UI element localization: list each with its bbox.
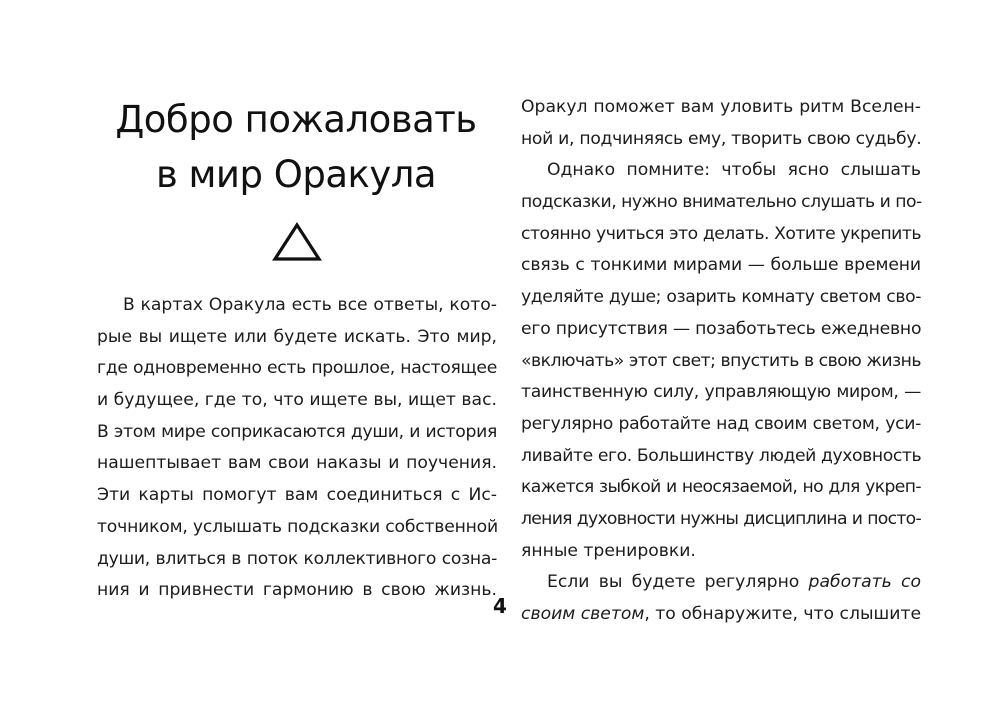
text-line: регулярно работайте над своим светом, уси- (521, 413, 921, 434)
text-line: ления духовности нужны дисциплина и посто- (521, 508, 921, 529)
text-line: уделяйте душе; озарить комнату светом сво- (521, 287, 921, 308)
text-line: ния и привнести гармонию в свою жизнь. (97, 580, 497, 601)
text-line: Однако помните: чтобы ясно слышать (547, 160, 921, 181)
text-line: где одновременно есть прошлое, настоящее (97, 358, 497, 379)
text-line: нашептывает вам свои наказы и поучения. (97, 453, 497, 474)
right-column-text (521, 92, 921, 631)
text-line: кажется зыбкой и неосязаемой, но для укреп- (521, 477, 921, 498)
italic-text-run: своим светом (521, 604, 645, 624)
triangle-icon (272, 222, 322, 262)
text-line: «включать» этот свет; впустить в свою жизнь (521, 350, 921, 371)
text-line: Оракул поможет вам уловить ритм Вселен- (521, 97, 921, 117)
page-number: 4 (493, 594, 507, 618)
italic-text-run: работать со (808, 572, 921, 593)
text-line: янные тренировки. (521, 540, 696, 561)
text-line (521, 599, 921, 631)
left-column-text (97, 290, 497, 607)
text-line: ливайте его. Большинству людей духовность (521, 445, 922, 466)
text-line: и будущее, где то, что ищете вы, ищет вас. (97, 390, 497, 411)
text-line: рые вы ищете или будете искать. Это мир, (97, 326, 497, 347)
title-line-2: в мир Оракула (155, 153, 437, 196)
text-line: В этом мире соприкасаются души, и история (97, 421, 497, 442)
text-run: , то обнаружите, что слышите (644, 604, 922, 624)
title-line-1: Добро пожаловать (115, 98, 477, 141)
text-line: таинственную силу, управляющую миром, — (521, 382, 921, 403)
text-line: В картах Оракула есть все ответы, кото- (123, 295, 497, 315)
text-line: души, влиться в поток коллективного созна- (97, 548, 497, 569)
text-line: подсказки, нужно внимательно слушать и по- (521, 192, 922, 213)
page-title (96, 92, 496, 202)
text-line: связь с тонкими мирами — больше времени (521, 255, 921, 276)
text-line (521, 567, 921, 599)
text-line: ной и, подчиняясь ему, творить свою судьбу. (521, 128, 922, 149)
text-line: Эти карты помогут вам соединиться с Ис- (97, 485, 497, 506)
text-line: стоянно учиться это делать. Хотите укрепить (521, 223, 921, 244)
text-line: его присутствия — позаботьтесь ежедневно (521, 318, 922, 339)
text-run: Если вы будете регулярно (547, 572, 809, 593)
text-line: точником, услышать подсказки собственной (97, 516, 498, 537)
